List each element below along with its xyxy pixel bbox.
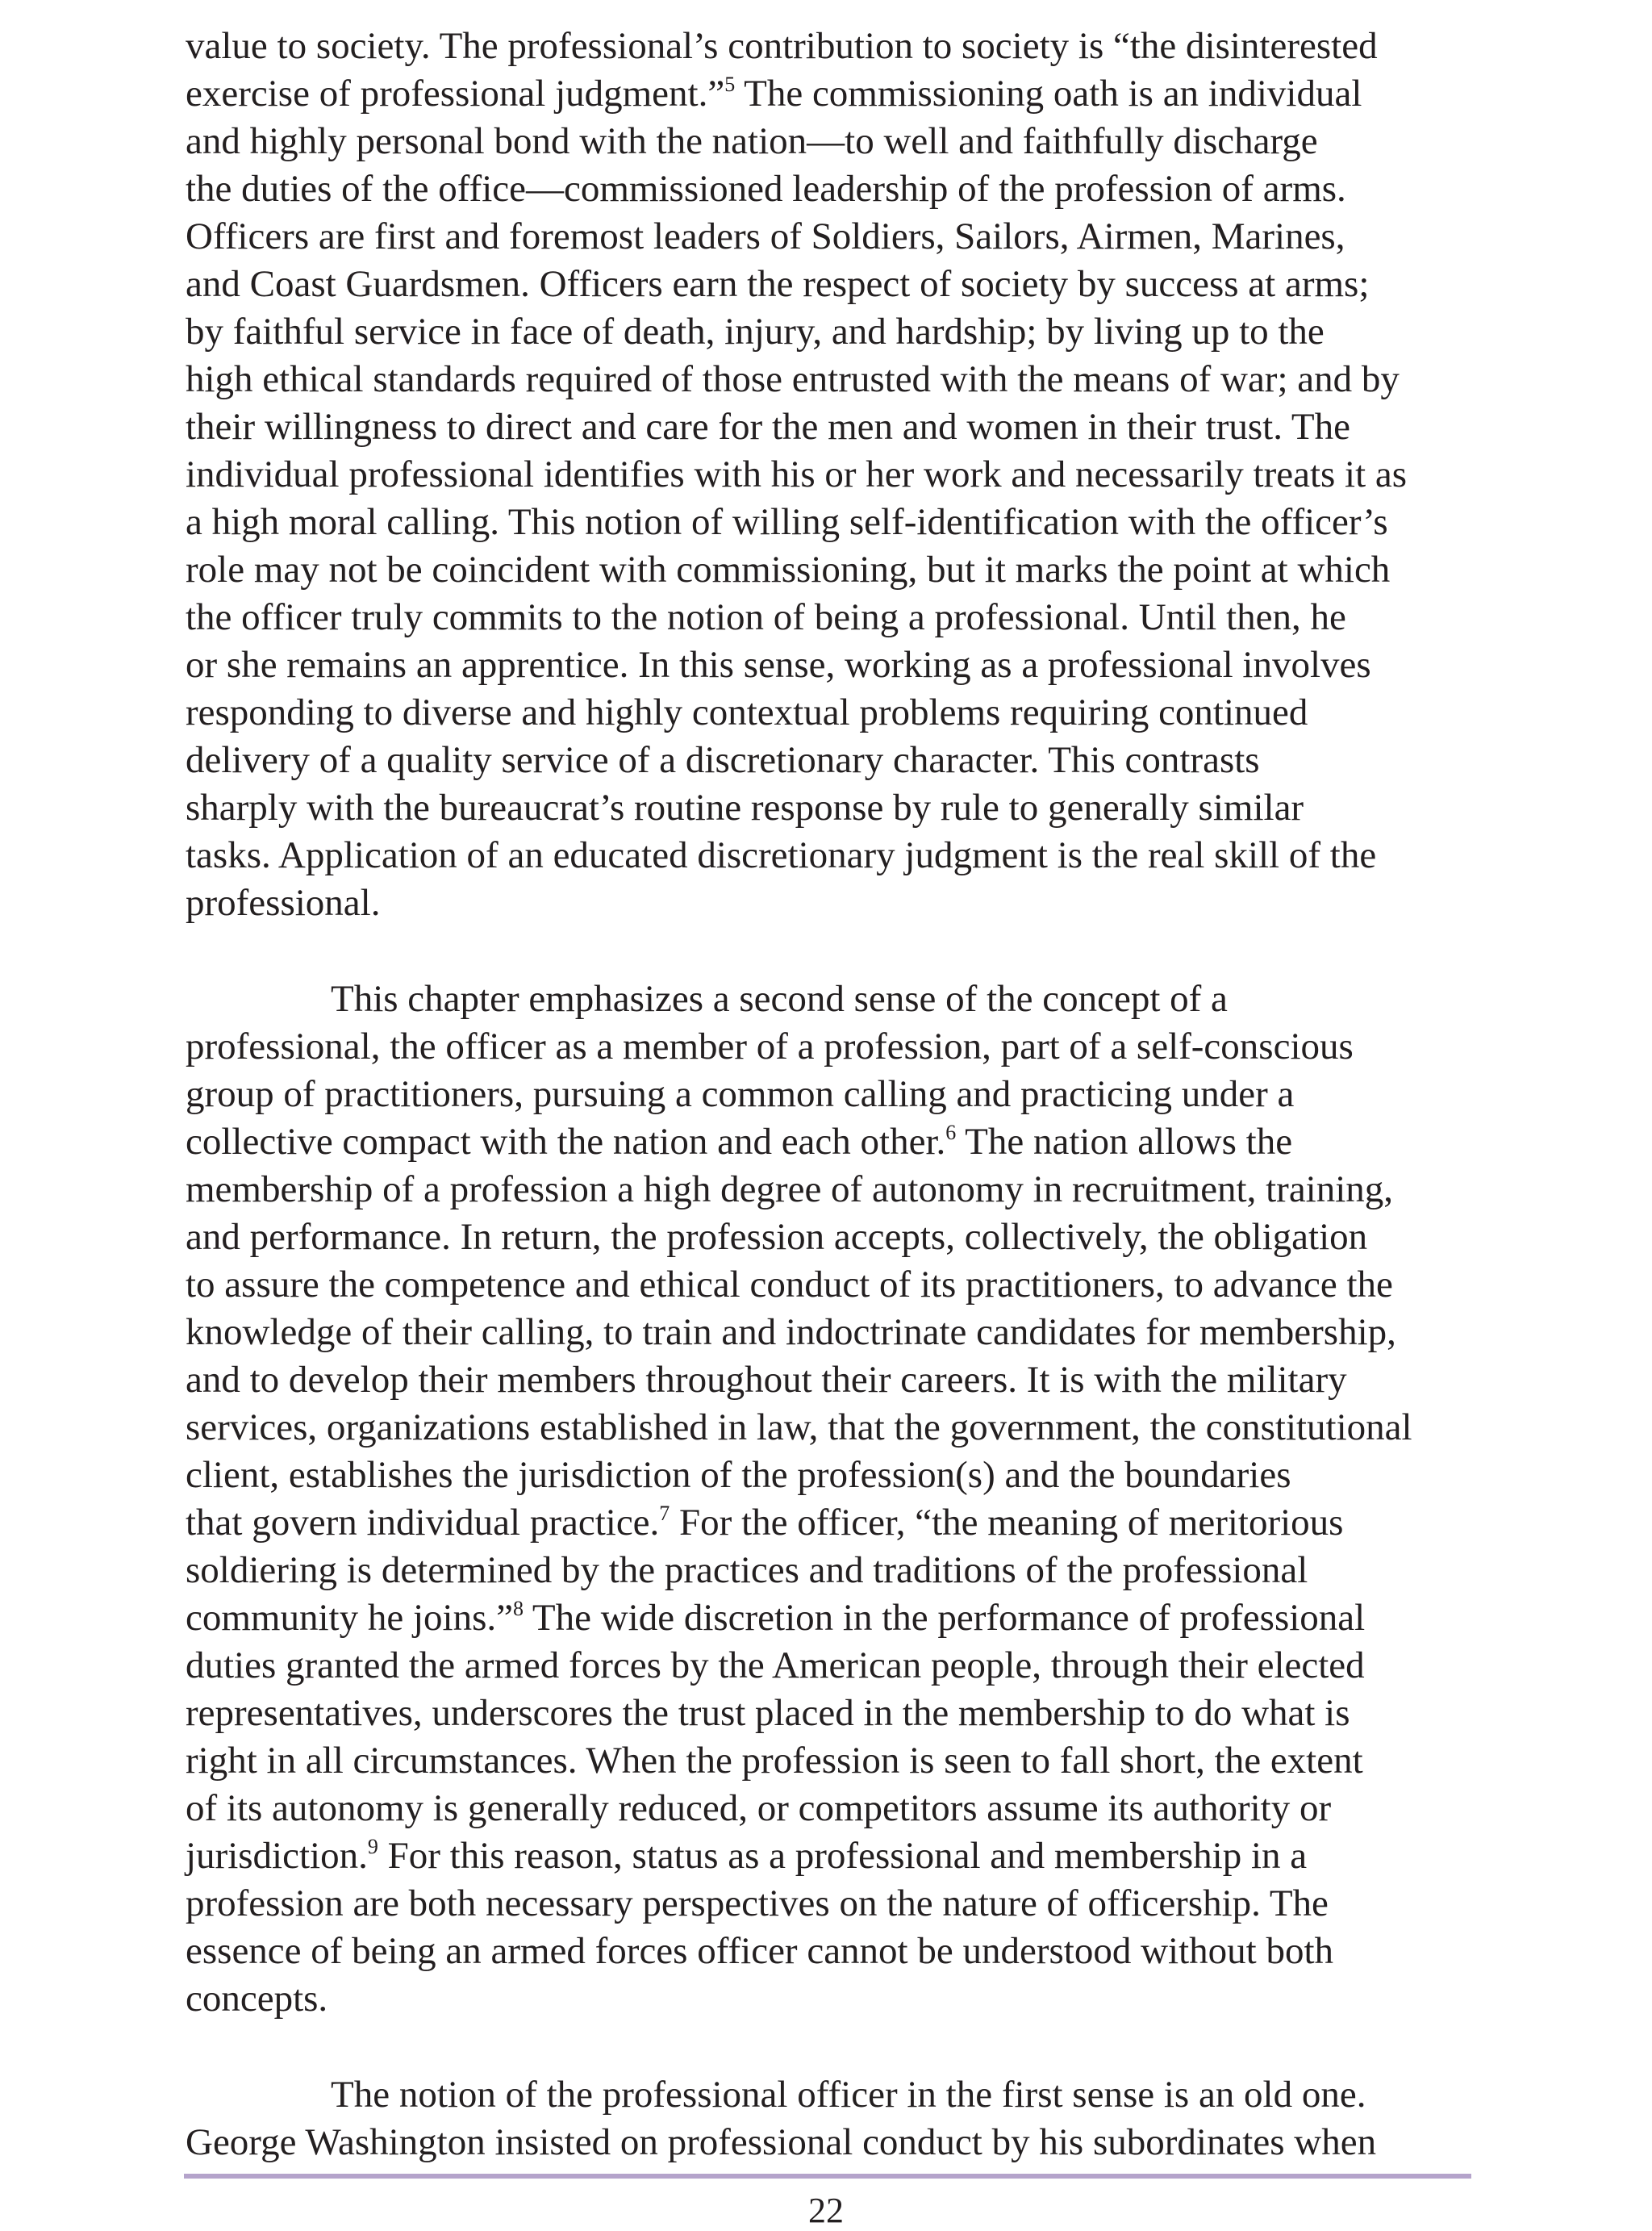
text-run: For the officer, “the meaning of meritorious bbox=[670, 1502, 1344, 1544]
text-line bbox=[186, 23, 1476, 70]
text-run: by faithful service in face of death, injury, and hardship; by living up to the bbox=[186, 311, 1325, 353]
text-run: The commissioning oath is an individual bbox=[735, 73, 1362, 115]
paragraph-gap bbox=[186, 2023, 1476, 2071]
text-run: The notion of the professional officer in the first sense is an old one. bbox=[331, 2074, 1366, 2116]
text-line bbox=[186, 1737, 1476, 1785]
text-run: Officers are first and foremost leaders of Soldiers, Sailors, Airmen, Marines, bbox=[186, 215, 1345, 257]
text-run: and highly personal bond with the nation—to well and faithfully discharge bbox=[186, 120, 1318, 162]
text-line bbox=[186, 784, 1476, 832]
text-line bbox=[186, 70, 1476, 118]
text-line bbox=[186, 976, 1476, 1023]
text-line bbox=[186, 1166, 1476, 1214]
text-run: tasks. Application of an educated discretionary judgment is the real skill of the bbox=[186, 834, 1377, 876]
text-run: and to develop their members throughout their careers. It is with the military bbox=[186, 1359, 1347, 1401]
text-run: delivery of a quality service of a discretionary character. This contrasts bbox=[186, 739, 1260, 781]
footnote-marker: 8 bbox=[512, 1597, 524, 1620]
text-run: exercise of professional judgment.” bbox=[186, 73, 725, 115]
text-run: jurisdiction. bbox=[186, 1835, 368, 1877]
text-run: For this reason, status as a professional and membership in a bbox=[378, 1835, 1308, 1877]
text-run: George Washington insisted on professional conduct by his subordinates when bbox=[186, 2121, 1377, 2163]
text-line bbox=[186, 165, 1476, 213]
text-run: of its autonomy is generally reduced, or competitors assume its authority or bbox=[186, 1787, 1332, 1829]
text-run: right in all circumstances. When the profession is seen to fall short, the extent bbox=[186, 1740, 1363, 1782]
footer-rule bbox=[184, 2174, 1471, 2179]
footnote-marker: 9 bbox=[367, 1835, 378, 1858]
text-run: responding to diverse and highly contextual problems requiring continued bbox=[186, 691, 1308, 733]
text-run: soldiering is determined by the practices and traditions of the professional bbox=[186, 1549, 1308, 1591]
page-number: 22 bbox=[808, 2191, 844, 2230]
text-line bbox=[186, 546, 1476, 594]
paragraph bbox=[186, 2071, 1476, 2166]
text-line bbox=[186, 1499, 1476, 1547]
text-run: their willingness to direct and care for the men and women in their trust. The bbox=[186, 406, 1350, 448]
text-line bbox=[186, 2119, 1476, 2166]
text-line bbox=[186, 1690, 1476, 1737]
text-line bbox=[186, 1785, 1476, 1832]
page-body bbox=[186, 23, 1476, 2166]
text-run: sharply with the bureaucrat’s routine response by rule to generally similar bbox=[186, 787, 1304, 829]
text-line bbox=[186, 1928, 1476, 1975]
footnote-marker: 6 bbox=[945, 1121, 957, 1144]
text-run: essence of being an armed forces officer cannot be understood without both bbox=[186, 1930, 1334, 1972]
text-line bbox=[186, 1832, 1476, 1880]
text-run: role may not be coincident with commissioning, but it marks the point at which bbox=[186, 549, 1391, 591]
text-run: client, establishes the jurisdiction of the profession(s) and the boundaries bbox=[186, 1454, 1291, 1496]
text-run: professional, the officer as a member of a profession, part of a self-conscious bbox=[186, 1026, 1354, 1067]
text-run: services, organizations established in law, that the government, the constitutional bbox=[186, 1406, 1412, 1448]
footnote-marker: 5 bbox=[724, 73, 736, 96]
text-run: concepts. bbox=[186, 1978, 328, 2020]
text-line bbox=[186, 1404, 1476, 1452]
text-line bbox=[186, 1356, 1476, 1404]
text-line bbox=[186, 832, 1476, 879]
text-run: or she remains an apprentice. In this sense, working as a professional involves bbox=[186, 644, 1371, 686]
text-run: professional. bbox=[186, 882, 381, 924]
text-line bbox=[186, 499, 1476, 546]
text-run: a high moral calling. This notion of willing self-identification with the officer’s bbox=[186, 501, 1388, 543]
text-run: that govern individual practice. bbox=[186, 1502, 660, 1544]
text-run: membership of a profession a high degree of autonomy in recruitment, training, bbox=[186, 1168, 1394, 1210]
text-line bbox=[186, 1118, 1476, 1166]
text-line bbox=[186, 1071, 1476, 1118]
text-line bbox=[186, 308, 1476, 356]
text-line bbox=[186, 1547, 1476, 1594]
paragraph-gap bbox=[186, 927, 1476, 976]
text-line bbox=[186, 1214, 1476, 1261]
text-run: duties granted the armed forces by the American people, through their elected bbox=[186, 1644, 1365, 1686]
text-run: profession are both necessary perspectives on the nature of officership. The bbox=[186, 1882, 1329, 1924]
text-line bbox=[186, 403, 1476, 451]
text-run: to assure the competence and ethical conduct of its practitioners, to advance the bbox=[186, 1264, 1393, 1306]
text-line bbox=[186, 451, 1476, 499]
text-run: the officer truly commits to the notion of being a professional. Until then, he bbox=[186, 596, 1346, 638]
text-run: The nation allows the bbox=[956, 1121, 1293, 1163]
text-line bbox=[186, 1594, 1476, 1642]
text-line bbox=[186, 689, 1476, 737]
text-line bbox=[186, 261, 1476, 308]
text-line bbox=[186, 1642, 1476, 1690]
text-run: and Coast Guardsmen. Officers earn the respect of society by success at arms; bbox=[186, 263, 1370, 305]
text-line bbox=[186, 1261, 1476, 1309]
text-run: knowledge of their calling, to train and indoctrinate candidates for membership, bbox=[186, 1311, 1396, 1353]
text-run: the duties of the office—commissioned leadership of the profession of arms. bbox=[186, 168, 1346, 210]
text-line bbox=[186, 1309, 1476, 1356]
text-run: individual professional identifies with his or her work and necessarily treats it as bbox=[186, 453, 1408, 495]
text-line bbox=[186, 118, 1476, 165]
footnote-marker: 7 bbox=[659, 1502, 670, 1525]
text-run: high ethical standards required of those entrusted with the means of war; and by bbox=[186, 358, 1400, 400]
text-run: and performance. In return, the profession accepts, collectively, the obligation bbox=[186, 1216, 1368, 1258]
text-line bbox=[186, 641, 1476, 689]
text-line bbox=[186, 1975, 1476, 2023]
text-line bbox=[186, 213, 1476, 261]
text-line bbox=[186, 737, 1476, 784]
text-run: group of practitioners, pursuing a common calling and practicing under a bbox=[186, 1073, 1295, 1115]
text-line bbox=[186, 2071, 1476, 2119]
text-run: This chapter emphasizes a second sense of the concept of a bbox=[331, 978, 1228, 1020]
text-run: The wide discretion in the performance of professional bbox=[523, 1597, 1366, 1639]
paragraph bbox=[186, 23, 1476, 927]
text-line bbox=[186, 1880, 1476, 1928]
text-line bbox=[186, 356, 1476, 403]
text-line bbox=[186, 594, 1476, 641]
text-line bbox=[186, 1452, 1476, 1499]
text-run: value to society. The professional’s contribution to society is “the disinterested bbox=[186, 25, 1378, 67]
text-run: community he joins.” bbox=[186, 1597, 513, 1639]
text-run: collective compact with the nation and each other. bbox=[186, 1121, 946, 1163]
text-line bbox=[186, 1023, 1476, 1071]
text-run: representatives, underscores the trust placed in the membership to do what is bbox=[186, 1692, 1350, 1734]
paragraph bbox=[186, 976, 1476, 2023]
text-line bbox=[186, 879, 1476, 927]
